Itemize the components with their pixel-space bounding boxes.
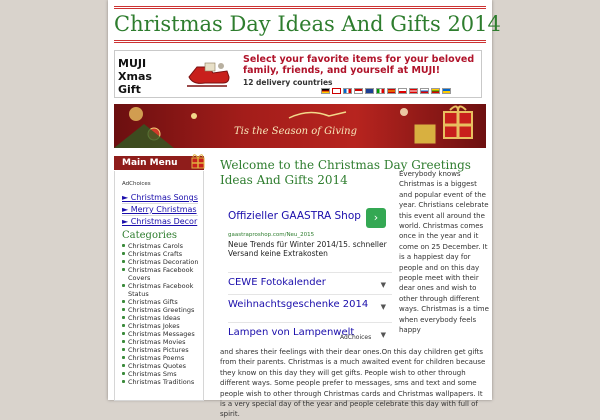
category-item[interactable]: Christmas Messages <box>122 330 202 338</box>
ad-headline: Select your favorite items for your beloved family, friends, and yourself at MUJI! <box>243 54 475 76</box>
arrow-right-icon[interactable]: › <box>366 208 386 228</box>
categories-heading: Categories <box>122 230 177 241</box>
ad-title-link[interactable]: Offizieller GAASTRA Shop <box>228 210 361 222</box>
ad-url[interactable]: gaastraproshop.com/Neu_2015 <box>228 232 315 238</box>
ad-link-label: Lampen von Lampenwelt <box>228 327 355 338</box>
category-item[interactable]: Christmas Decoration <box>122 258 202 266</box>
flag-icon <box>343 88 352 94</box>
flag-icon <box>332 88 341 94</box>
category-item[interactable]: Christmas Pictures <box>122 346 202 354</box>
category-item[interactable]: Christmas Crafts <box>122 250 202 258</box>
site-title[interactable]: Christmas Day Ideas And Gifts 2014 <box>114 12 501 36</box>
page-container <box>108 0 501 419</box>
category-item[interactable]: Christmas Movies <box>122 338 202 346</box>
sidebar-divider <box>122 203 198 204</box>
ad-description: Neue Trends für Winter 2014/15. schneller Versand keine Extrakosten <box>228 240 387 258</box>
article-body-text: and shares their feelings with their dear ones.On this day children get gifts from their parents. Christmas is a much awaited event for children because they know on this day they will get gifts. People wish to other through different ways. Some people prefer to messages, sms and text and some people wish to other through Christmas cards and Christmas wallpapers. It is a very special day of the year and people celebrate this day with full of spirit. <box>220 348 486 419</box>
flag-icon <box>409 88 418 94</box>
google-ad-block[interactable] <box>220 200 396 344</box>
category-item[interactable]: Christmas Sms <box>122 370 202 378</box>
flag-icon <box>365 88 374 94</box>
flag-icon <box>354 88 363 94</box>
flag-icon <box>442 88 451 94</box>
main-menu-header: Main Menu <box>114 156 204 170</box>
adchoices-label[interactable]: AdChoices <box>340 334 372 341</box>
category-item[interactable]: Christmas Facebook Covers <box>122 266 202 282</box>
ad-delivery-text: 12 delivery countries <box>243 78 333 87</box>
category-item[interactable]: Christmas Greetings <box>122 306 202 314</box>
chevron-down-icon: ▼ <box>380 331 386 339</box>
category-item[interactable]: Christmas Facebook Status <box>122 282 202 298</box>
country-flags <box>321 79 453 86</box>
sidebar-link-christmas-decor[interactable]: ► Christmas Decor <box>122 217 198 226</box>
chevron-down-icon: ▼ <box>380 303 386 311</box>
sidebar-divider <box>122 215 198 216</box>
chevron-down-icon: ▼ <box>380 281 386 289</box>
ad-link-row[interactable] <box>228 294 392 322</box>
flag-icon <box>376 88 385 94</box>
ad-link-row[interactable] <box>228 272 392 292</box>
category-item[interactable]: Christmas Carols <box>122 242 202 250</box>
adchoices-label[interactable]: AdChoices <box>122 181 151 187</box>
sidebar-link-christmas-songs[interactable]: ► Christmas Songs <box>122 193 198 202</box>
sidebar-link-merry-christmas[interactable]: ► Merry Christmas <box>122 205 197 214</box>
flag-icon <box>387 88 396 94</box>
season-tagline: Tis the Season of Giving <box>234 126 358 137</box>
ad-link-label: Weihnachtsgeschenke 2014 <box>228 299 369 310</box>
category-item[interactable]: Christmas Gifts <box>122 298 202 306</box>
welcome-heading: Welcome to the Christmas Day Greetings Ideas And Gifts 2014 <box>220 158 471 187</box>
category-item[interactable]: Christmas Traditions <box>122 378 202 386</box>
season-banner <box>114 104 486 148</box>
category-item[interactable]: Christmas Quotes <box>122 362 202 370</box>
flag-icon <box>431 88 440 94</box>
flag-icon <box>420 88 429 94</box>
ad-brand: MUJI Xmas Gift <box>118 57 152 96</box>
title-rule <box>114 40 486 41</box>
muji-banner-ad[interactable] <box>114 50 482 98</box>
flag-icon <box>321 88 330 94</box>
category-item[interactable]: Christmas Ideas <box>122 314 202 322</box>
category-item[interactable]: Christmas Poems <box>122 354 202 362</box>
article-intro-text: Everybody knows Christmas is a biggest and popular event of the year. Christians celebrate this event all around the world. Christmas comes once in the year and it come on 25 December. It is a happiest day for people and on this day people meet with their dear ones and wish to other through different ways. Christmas is a time when everybody feels happy <box>399 170 489 335</box>
sleigh-icon <box>183 59 235 89</box>
flag-icon <box>398 88 407 94</box>
top-rule-2 <box>114 8 486 9</box>
ad-link-label: CEWE Fotokalender <box>228 277 326 288</box>
category-item[interactable]: Christmas Jokes <box>122 322 202 330</box>
title-rule-2 <box>114 42 486 43</box>
category-list <box>122 242 202 386</box>
gift-icon <box>190 152 206 170</box>
top-rule <box>114 6 486 7</box>
